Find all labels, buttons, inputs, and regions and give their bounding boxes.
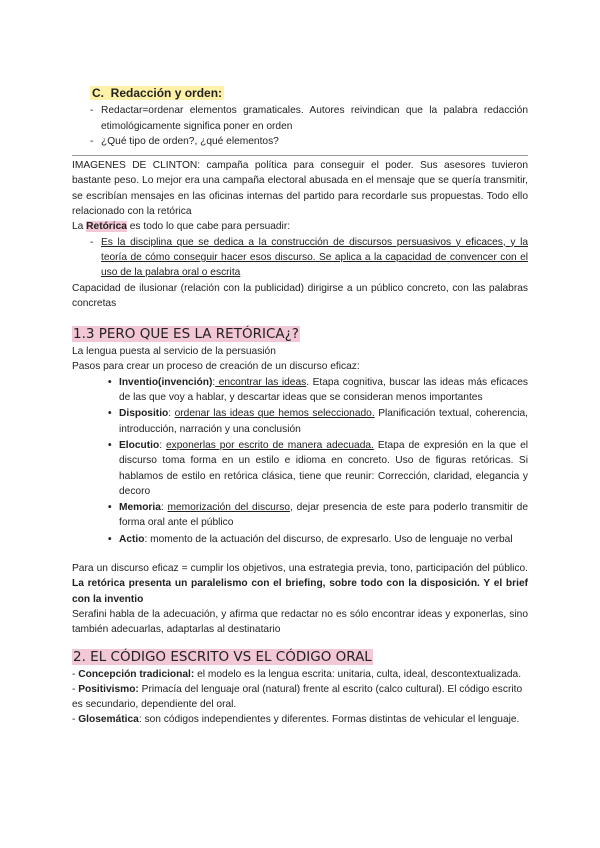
section-1-3-steps-intro: Pasos para crear un proceso de creación de un discurso eficaz:	[72, 361, 360, 373]
ilusionar-paragraph: Capacidad de ilusionar (relación con la publicidad) dirigirse a un público concreto, con las palabras concretas	[72, 282, 528, 309]
list-item: - ¿Qué tipo de orden?, ¿qué elementos?	[90, 135, 279, 147]
list-item: - Glosemática: son códigos independientes y diferentes. Formas distintas de vehicular el lenguaje.	[72, 714, 520, 726]
eficaz-paragraph: Para un discurso eficaz = cumplir los objetivos, una estrategia previa, tono, participación del público. La retórica presenta un paralelismo con el briefing, sobre todo con la disposición. Y el brief con la inventio	[72, 563, 528, 605]
list-item: • Memoria: memorización del discurso, dejar presencia de este para poderlo transmitir de forma oral ante el público	[108, 502, 528, 529]
retorica-definition-list	[72, 235, 528, 281]
section-c-letter: C.	[92, 86, 104, 100]
section-c-heading	[90, 86, 528, 101]
horizontal-divider	[72, 155, 528, 156]
retorica-highlight: Retórica	[86, 221, 127, 233]
section-1-3-heading: 1.3 PERO QUE ES LA RETÓRICA¿?	[73, 326, 299, 343]
serafini-paragraph: Serafini habla de la adecuación, y afirma que redactar no es sólo encontrar ideas y exponerlas, sino también adecuarlas, adaptarlas al destinatario	[72, 608, 528, 636]
list-item: - Positivismo: Primacía del lenguaje oral (natural) frente al escrito (calco cultural). El código escrito es secundario, dependiente del oral.	[72, 683, 523, 711]
section-1-3-intro: La lengua puesta al servicio de la persuasión	[72, 346, 276, 358]
list-item: - Redactar=ordenar elementos gramaticales. Autores reivindican que la palabra redacción etimológicamente significa poner en orden	[90, 105, 528, 132]
list-item: - Es la disciplina que se dedica a la construcción de discursos persuasivos y eficaces, y la teoría de cómo conseguir hacer esos discurso. Se aplica a la capacidad de convencer con el uso de la palabra oral o escrita	[90, 236, 528, 279]
section-c-title: Redacción y orden:	[110, 86, 223, 100]
retorica-line: La Retórica es todo lo que cabe para persuadir:	[72, 221, 291, 233]
section-2-heading: 2. EL CÓDIGO ESCRITO VS EL CÓDIGO ORAL	[73, 648, 372, 665]
list-item: • Actio: momento de la actuación del discurso, de expresarlo. Uso de lenguaje no verbal	[108, 533, 513, 545]
list-item: • Dispositio: ordenar las ideas que hemos seleccionado. Planificación textual, coherencia, introducción, narración y una conclusión	[108, 408, 528, 435]
clinton-paragraph: IMAGENES DE CLINTON: campaña política para conseguir el poder. Sus asesores tuvieron bastante peso. Lo mejor era una campaña electoral abusada en el mensaje que se quería transmitir, se escribían mensajes en las oficinas internas del partido para recordarle sus propuestas. Todo ello relacionado con la retórica	[72, 160, 528, 218]
list-item: • Elocutio: exponerlas por escrito de manera adecuada. Etapa de expresión en la que el discurso toma forma en un estilo e idioma en concreto. Uso de figuras retóricas. Si hablamos de estilo en retórica clásica, tiene que reunir: Corrección, claridad, elegancia y decoro	[108, 439, 528, 497]
steps-list	[72, 375, 528, 547]
retorica-definition: Es la disciplina que se dedica a la construcción de discursos persuasivos y eficaces, y la teoría de cómo conseguir hacer esos discurso. Se aplica a la capacidad de convencer con el uso de la palabra oral o escrita	[101, 236, 528, 279]
list-item: - Concepción tradicional: el modelo es la lengua escrita: unitaria, culta, ideal, descontextualizada.	[72, 668, 522, 680]
document-page	[72, 86, 528, 728]
list-item: • Inventio(invención): encontrar las ideas. Etapa cognitiva, buscar las ideas más eficaces de las que voy a hablar, y descartar ideas que se consideran menos importantes	[108, 376, 528, 404]
section-c-list	[72, 103, 528, 149]
